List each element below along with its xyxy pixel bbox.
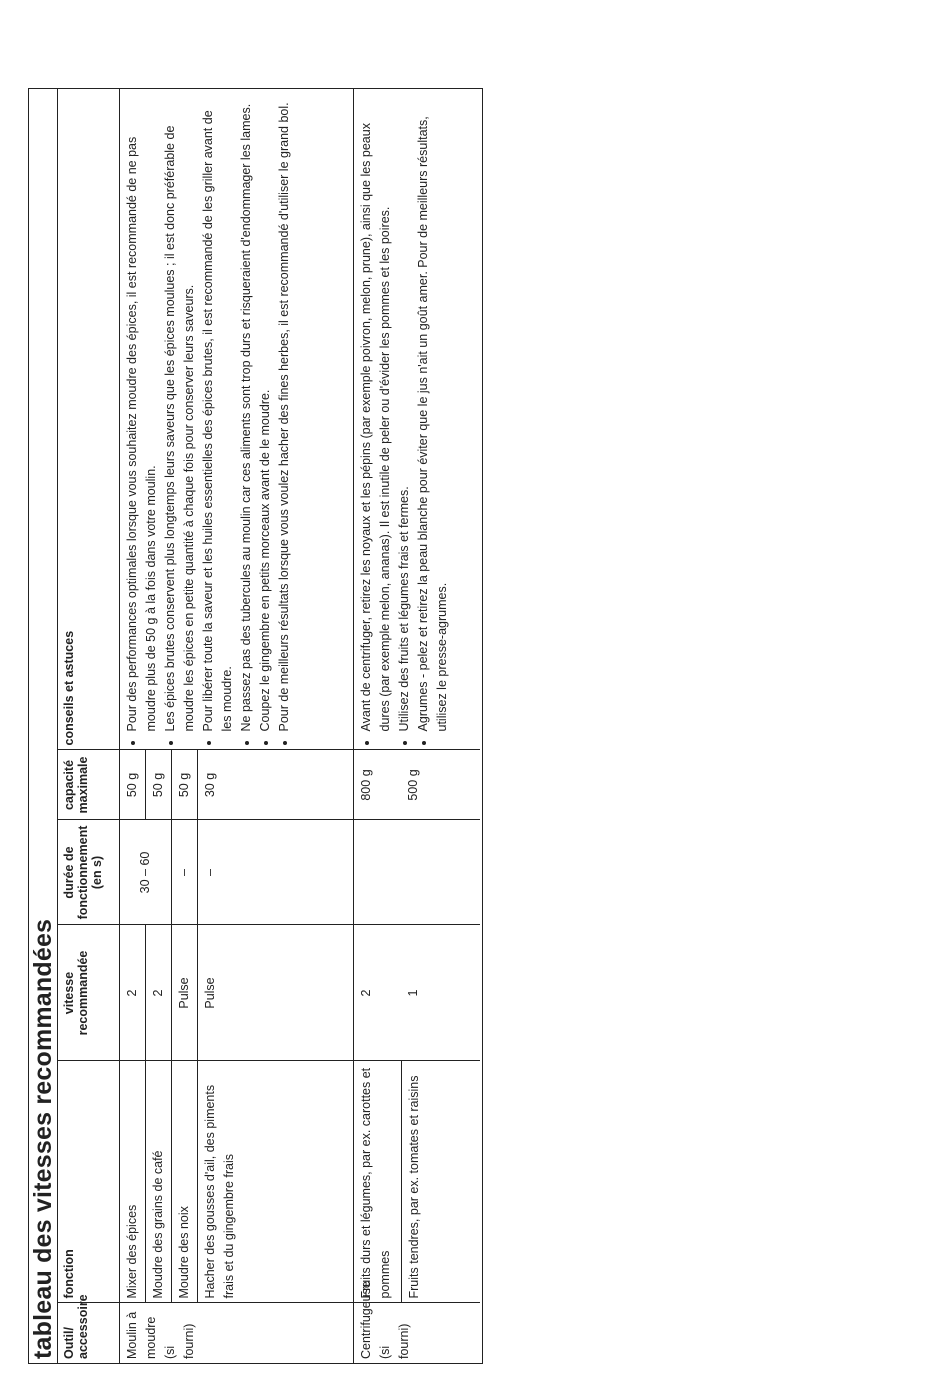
duration-cell: –: [171, 820, 197, 925]
header-speed: vitesse recommandée: [58, 925, 119, 1061]
duration-cell: –: [197, 820, 353, 925]
tips-list: [123, 93, 294, 746]
capacity-cell: 800 g: [353, 750, 401, 820]
tips-list: [357, 93, 452, 746]
header-duration: durée de fonctionnement (en s): [58, 820, 119, 925]
page-title: tableau des vitesses recommandées: [29, 89, 58, 1363]
tips-cell: [119, 89, 353, 750]
header-tool: Outil/ accessoire: [62, 1294, 90, 1359]
speed-cell: Pulse: [197, 925, 353, 1061]
speed-table-document: [28, 88, 483, 1364]
capacity-cell: 30 g: [197, 750, 353, 820]
tool-cell: Moulin à moudre (si fourni): [119, 1303, 353, 1363]
capacity-cell: 50 g: [145, 750, 171, 820]
speed-cell: 2: [145, 925, 171, 1061]
capacity-cell: 50 g: [119, 750, 145, 820]
tip-item: • Pour des performances optimales lorsque vous souhaitez moudre des épices, il est recommandé de ne pas moudre plus de 50 g à la fois dans votre moulin.: [123, 93, 161, 732]
tip-item: • Pour libérer toute la saveur et les huiles essentielles des épices brutes, il est recommandé de les griller avant de les moudre.: [199, 93, 237, 732]
table-header-row: [58, 89, 119, 1363]
capacity-cell: 500 g: [401, 750, 480, 820]
capacity-cell: 50 g: [171, 750, 197, 820]
speed-cell: Pulse: [171, 925, 197, 1061]
duration-cell: 30 – 60: [119, 820, 171, 925]
tip-item: • Les épices brutes conservent plus longtemps leurs saveurs que les épices moulues ; il est donc préférable de moudre les épices en petite quantité à chaque fois pour conserver leurs saveurs.: [161, 93, 199, 732]
tool-cell: Centrifugeuse (si fourni): [353, 1303, 480, 1363]
tip-item: • Utilisez des fruits et légumes frais et fermes.: [395, 93, 414, 732]
speed-cell: 2: [119, 925, 145, 1061]
tip-item: • Ne passez pas des tubercules au moulin car ces aliments sont trop durs et risqueraient d'endommager les lames.: [237, 93, 256, 732]
header-tips: conseils et astuces: [58, 89, 119, 750]
duration-cell: [353, 820, 480, 925]
function-cell: Hacher des gousses d'ail, des piments frais et du gingembre frais: [197, 1061, 353, 1303]
speed-cell: 2: [353, 925, 401, 1061]
header-capacity: capacité maximale: [58, 750, 119, 820]
speed-cell: 1: [401, 925, 480, 1061]
tips-cell: [353, 89, 480, 750]
function-cell: Mixer des épices: [119, 1061, 145, 1303]
function-cell: Fruits tendres, par ex. tomates et raisins: [401, 1061, 480, 1303]
tip-item: • Agrumes - pelez et retirez la peau blanche pour éviter que le jus n'ait un goût amer. Pour de meilleurs résultats, utilisez le presse-agrumes.: [414, 93, 452, 732]
header-function: fonction: [58, 1061, 119, 1303]
speed-table: [58, 89, 480, 1363]
table-row: [119, 89, 145, 1363]
function-cell: Moudre des grains de café: [145, 1061, 171, 1303]
tip-item: • Pour de meilleurs résultats lorsque vous voulez hacher des fines herbes, il est recommandé d'utiliser le grand bol.: [275, 93, 294, 732]
table-row: [353, 89, 401, 1363]
function-cell: Moudre des noix: [171, 1061, 197, 1303]
tip-item: • Avant de centrifuger, retirez les noyaux et les pépins (par exemple poivron, melon, prune), ainsi que les peaux dures (par exemple melon, ananas). Il est inutile de peler ou d'évider les pommes et les poires.: [357, 93, 395, 732]
tip-item: • Coupez le gingembre en petits morceaux avant de le moudre.: [256, 93, 275, 732]
function-cell: Fruits durs et légumes, par ex. carottes et pommes: [353, 1061, 401, 1303]
